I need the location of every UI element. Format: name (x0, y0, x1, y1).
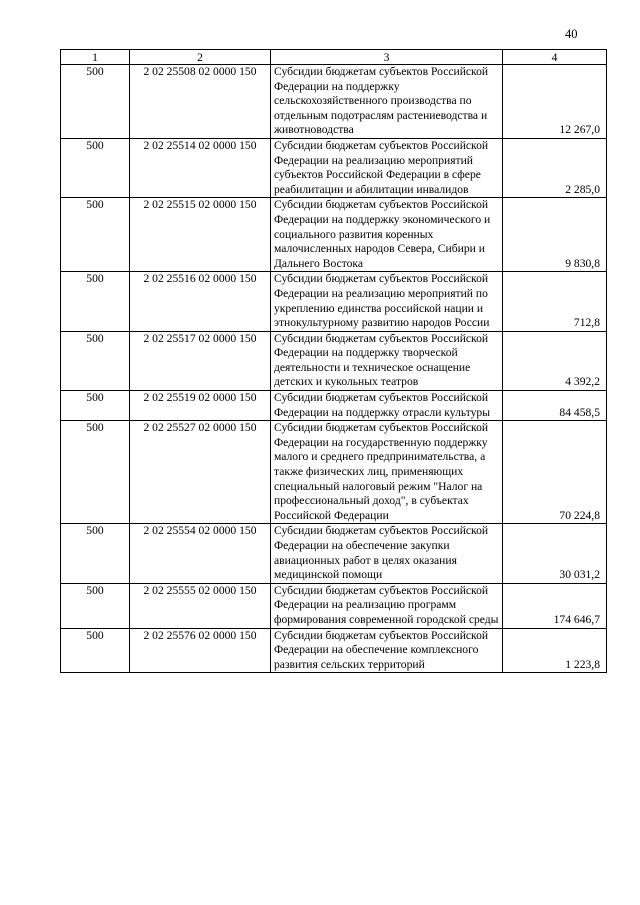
admin-code-cell: 500 (61, 391, 130, 421)
budget-code-cell: 2 02 25527 02 0000 150 (130, 421, 271, 524)
subsidy-name-cell: Субсидии бюджетам субъектов Российской Федерации на реализацию мероприятий по укреплению единства российской нации и этнокультурному развитию народов России (271, 272, 503, 331)
column-header-3: 3 (271, 50, 503, 65)
page-number: 40 (565, 27, 578, 41)
budget-code-cell: 2 02 25554 02 0000 150 (130, 524, 271, 583)
admin-code-cell: 500 (61, 331, 130, 390)
admin-code-cell: 500 (61, 628, 130, 673)
subsidy-name-cell: Субсидии бюджетам субъектов Российской Федерации на реализацию программ формирования современной городской среды (271, 583, 503, 628)
amount-cell: 4 392,2 (503, 331, 607, 390)
budget-code-cell: 2 02 25514 02 0000 150 (130, 138, 271, 197)
budget-code-cell: 2 02 25576 02 0000 150 (130, 628, 271, 673)
budget-table (60, 49, 607, 673)
amount-cell: 712,8 (503, 272, 607, 331)
budget-code-cell: 2 02 25508 02 0000 150 (130, 65, 271, 139)
subsidy-name-cell: Субсидии бюджетам субъектов Российской Федерации на поддержку творческой деятельности и техническое оснащение детских и кукольных театров (271, 331, 503, 390)
table-row (61, 138, 607, 197)
subsidy-name-cell: Субсидии бюджетам субъектов Российской Федерации на государственную поддержку малого и среднего предпринимательства, а также физических лиц, применяющих специальный налоговый режим "Налог на профессиональный доход", в субъектах Российской Федерации (271, 421, 503, 524)
header-row (61, 50, 607, 65)
table-row (61, 391, 607, 421)
subsidy-name-cell: Субсидии бюджетам субъектов Российской Федерации на поддержку отрасли культуры (271, 391, 503, 421)
table-row (61, 421, 607, 524)
budget-code-cell: 2 02 25516 02 0000 150 (130, 272, 271, 331)
admin-code-cell: 500 (61, 198, 130, 272)
budget-code-cell: 2 02 25555 02 0000 150 (130, 583, 271, 628)
table-row (61, 198, 607, 272)
amount-cell: 9 830,8 (503, 198, 607, 272)
column-header-2: 2 (130, 50, 271, 65)
admin-code-cell: 500 (61, 583, 130, 628)
amount-cell: 30 031,2 (503, 524, 607, 583)
admin-code-cell: 500 (61, 272, 130, 331)
subsidy-name-cell: Субсидии бюджетам субъектов Российской Федерации на поддержку экономического и социального развития коренных малочисленных народов Севера, Сибири и Дальнего Востока (271, 198, 503, 272)
admin-code-cell: 500 (61, 65, 130, 139)
admin-code-cell: 500 (61, 421, 130, 524)
amount-cell: 12 267,0 (503, 65, 607, 139)
budget-code-cell: 2 02 25517 02 0000 150 (130, 331, 271, 390)
column-header-1: 1 (61, 50, 130, 65)
amount-cell: 174 646,7 (503, 583, 607, 628)
subsidy-name-cell: Субсидии бюджетам субъектов Российской Федерации на обеспечение комплексного развития сельских территорий (271, 628, 503, 673)
table-row (61, 272, 607, 331)
admin-code-cell: 500 (61, 524, 130, 583)
table-row (61, 583, 607, 628)
subsidy-name-cell: Субсидии бюджетам субъектов Российской Федерации на реализацию мероприятий субъектов Российской Федерации в сфере реабилитации и абилитации инвалидов (271, 138, 503, 197)
subsidy-name-cell: Субсидии бюджетам субъектов Российской Федерации на поддержку сельскохозяйственного производства по отдельным подотраслям растениеводства и животноводства (271, 65, 503, 139)
table-row (61, 331, 607, 390)
amount-cell: 70 224,8 (503, 421, 607, 524)
table-row (61, 65, 607, 139)
column-header-4: 4 (503, 50, 607, 65)
amount-cell: 84 458,5 (503, 391, 607, 421)
subsidy-name-cell: Субсидии бюджетам субъектов Российской Федерации на обеспечение закупки авиационных работ в целях оказания медицинской помощи (271, 524, 503, 583)
budget-code-cell: 2 02 25519 02 0000 150 (130, 391, 271, 421)
admin-code-cell: 500 (61, 138, 130, 197)
amount-cell: 2 285,0 (503, 138, 607, 197)
amount-cell: 1 223,8 (503, 628, 607, 673)
table-row (61, 524, 607, 583)
budget-code-cell: 2 02 25515 02 0000 150 (130, 198, 271, 272)
table-row (61, 628, 607, 673)
